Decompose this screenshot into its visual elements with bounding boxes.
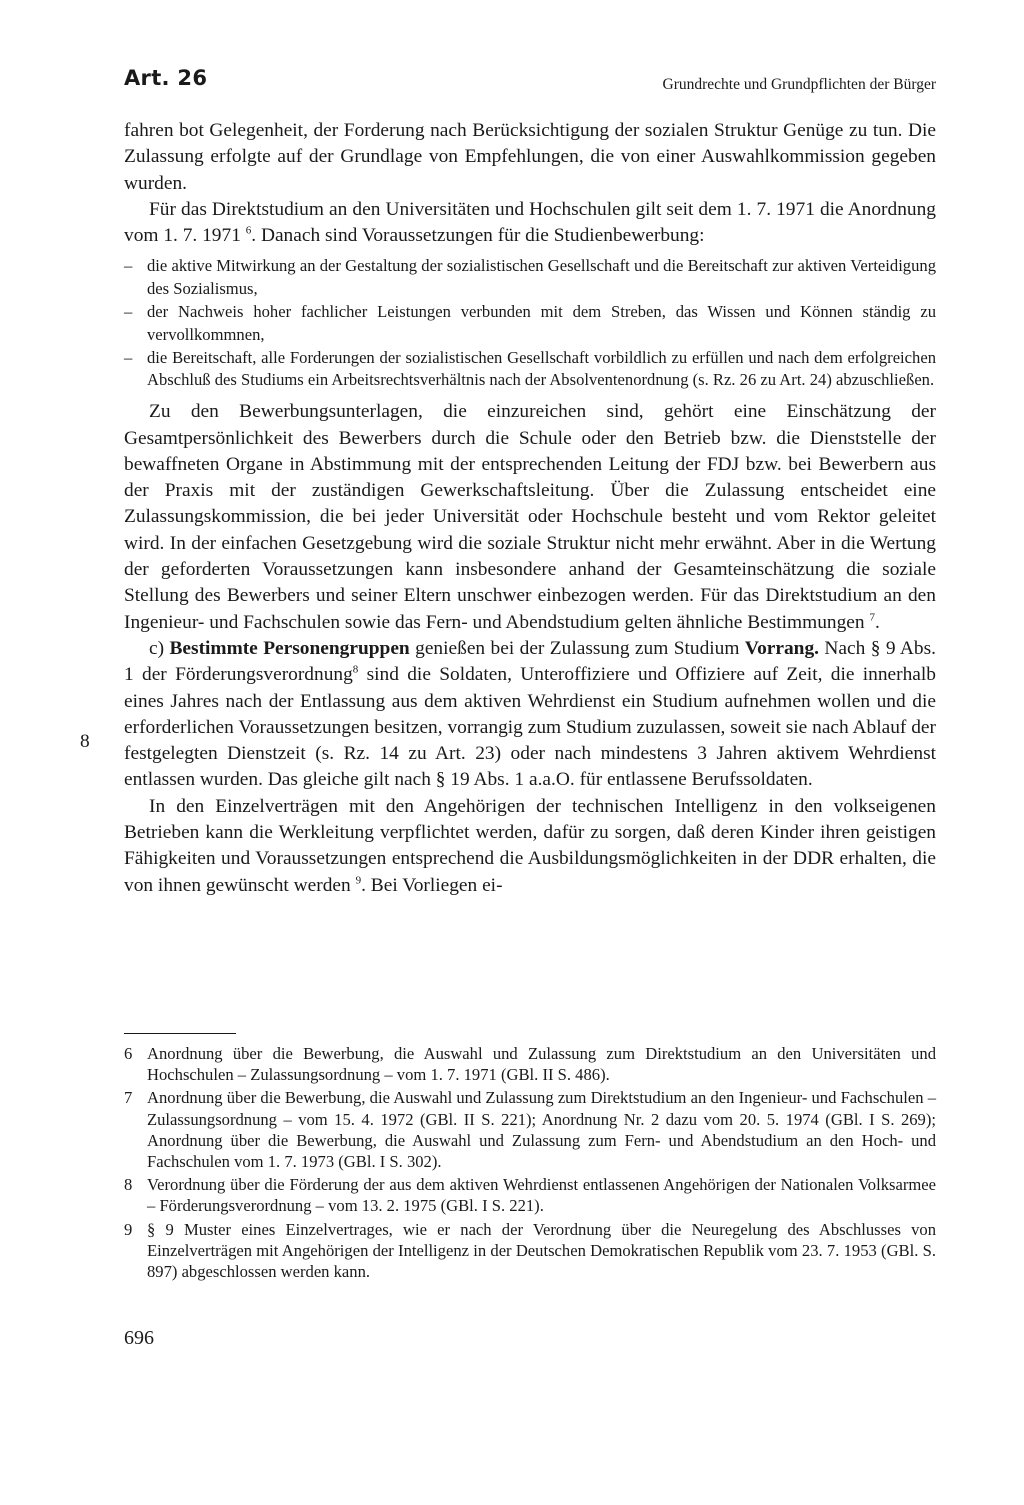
footnote-ref-6: 6: [245, 224, 252, 237]
paragraph-text: In den Einzelverträgen mit den Angehörigen der technischen Intelligenz in den volkseigenen Betrieben kann die Werkleitung verpflichtet werden, dafür zu sorgen, daß deren Kinder ihren geistigen Fähigkeiten und Voraussetzungen entsprechend die Ausbildungsmöglichkeiten in der DDR erhalten, die von ihnen gewünscht werden: [124, 795, 936, 896]
paragraph-text: Zu den Bewerbungsunterlagen, die einzureichen sind, gehört eine Einschätzung der Gesamtpersönlichkeit des Bewerbers durch die Schule oder den Betrieb bzw. die Dienststelle der bewaffneten Organe in Abstimmung mit der entsprechenden Leitung der FDJ bzw. bei Bewerbern aus der Praxis mit der zuständigen Gewerkschaftsleitung. Über die Zulassung entscheidet eine Zulassungskommission, die bei jeder Universität oder Hochschule besteht und vom Rektor geleitet wird. In der einfachen Gesetzgebung wird die soziale Struktur nicht mehr erwähnt. Aber in die Wertung der geforderten Voraussetzungen kann insbesondere anhand der Gesamteinschätzung die soziale Stellung des Bewerbers und seiner Eltern unschwer einbezogen werden. Für das Direktstudium an den Ingenieur- und Fachschulen sowie das Fern- und Abendstudium gelten ähnliche Bestimmungen: [124, 401, 936, 633]
footnotes: [124, 1043, 936, 1284]
footnote-separator: [124, 1033, 236, 1034]
paragraph-text: Nach § 9 Abs. 1 der Förderungsverordnung: [124, 637, 936, 686]
footnote-text: § 9 Muster eines Einzelvertrages, wie er nach der Verordnung über die Neuregelung des Abschlusses von Einzelverträgen mit Angehörigen der Intelligenz in der Deutschen Demokratischen Republik vom 23. 7. 1953 (GBl. S. 897) abgeschlossen werden kann.: [147, 1219, 936, 1282]
requirements-list: [124, 255, 936, 392]
body-text: [124, 118, 936, 899]
footnote-text: Anordnung über die Bewerbung, die Auswahl und Zulassung zum Direktstudium an den Universitäten und Hochschulen – Zulassungsordnung – vom 1. 7. 1971 (GBl. II S. 486).: [147, 1044, 936, 1085]
paragraph-text: sind die Soldaten, Unteroffiziere und Offiziere auf Zeit, die innerhalb eines Jahres nach der Entlassung aus dem aktiven Wehrdienst ein Studium aufnehmen wollen und die erforderlichen Voraussetzungen besitzen, vorrangig zum Studium zuzulassen, soweit sie nach Ablauf der festgelegten Dienstzeit (s. Rz. 14 zu Art. 23) oder nach mindestens 3 Jahren aktivem Wehrdienst entlassen wurden. Das gleiche gilt nach § 19 Abs. 1 a.a.O. für entlassene Berufssoldaten.: [124, 664, 937, 791]
article-label: Art. 26: [124, 66, 208, 90]
paragraph-continuation: fahren bot Gelegenheit, der Forderung nach Berücksichtigung der sozialen Struktur Genüge zu tun. Die Zulassung erfolgte auf der Grundlage von Empfehlungen, die von einer Auswahlkommission gegeben wurden.: [124, 120, 936, 194]
footnote-ref-7: 7: [869, 611, 875, 624]
page-number: 696: [124, 1327, 154, 1349]
paragraph-text: Für das Direktstudium an den Universitäten und Hochschulen gilt seit dem 1. 7. 1971 die Anordnung vom 1. 7. 1971: [124, 198, 936, 247]
footnote-number: 9: [124, 1219, 133, 1239]
list-item: – die aktive Mitwirkung an der Gestaltung der sozialistischen Gesellschaft und die Bereitschaft zur aktiven Verteidigung des Sozialismus,: [124, 255, 936, 301]
page-header: [124, 66, 936, 102]
paragraph-personengruppen: [124, 636, 936, 794]
footnote: [124, 1219, 936, 1283]
footnote-number: 8: [124, 1175, 133, 1195]
paragraph-text: . Bei Vorliegen ei-: [361, 874, 503, 896]
margin-number: 8: [80, 731, 90, 752]
paragraph-text: .: [874, 611, 880, 633]
footnote-number: 6: [124, 1044, 133, 1063]
footnote-text: Anordnung über die Bewerbung, die Auswahl und Zulassung zum Direktstudium an den Ingenieur- und Fachschulen – Zulassungsordnung – vom 15. 4. 1972 (GBl. II S. 221); Anordnung Nr. 2 dazu vom 20. 5. 1974 (GBl. I S. 269); Anordnung über die Bewerbung, die Auswahl und Zulassung zum Fern- und Abendstudium an den Hoch- und Fachschulen vom 1. 7. 1973 (GBl. I S. 302).: [147, 1088, 936, 1172]
paragraph-bewerbungsunterlagen: [124, 399, 936, 636]
footnote-text: Verordnung über die Förderung der aus dem aktiven Wehrdienst entlassenen Angehörigen der Nationalen Volksarmee – Förderungsverordnung – vom 13. 2. 1975 (GBl. I S. 221).: [147, 1175, 936, 1216]
list-item: – die Bereitschaft, alle Forderungen der sozialistischen Gesellschaft vorbildlich zu erfüllen und nach dem erfolgreichen Abschluß des Studiums ein Arbeitsrechtsverhältnis nach der Absolventenordnung (s. Rz. 26 zu Art. 24) abzuschließen.: [124, 347, 936, 393]
bold-term: Bestimmte Personengruppen: [169, 637, 410, 659]
footnote-ref-8: 8: [352, 663, 359, 676]
paragraph-text: genießen bei der Zulassung zum Studium: [409, 637, 745, 659]
paragraph-text: . Danach sind Voraussetzungen für die Studienbewerbung:: [251, 225, 705, 247]
footnote: [124, 1087, 936, 1172]
footnote-number: 7: [124, 1088, 133, 1108]
paragraph-direktstudium: [124, 197, 936, 250]
bold-term: Vorrang.: [744, 637, 820, 659]
running-head: Grundrechte und Grundpflichten der Bürger: [662, 76, 936, 93]
list-item: – der Nachweis hoher fachlicher Leistungen verbunden mit dem Streben, das Wissen und Können ständig zu vervollkommnen,: [124, 301, 936, 347]
paragraph-einzelvertraege: [124, 794, 936, 899]
footnote-ref-9: 9: [355, 874, 362, 887]
paragraph-text: c): [149, 637, 170, 659]
footnote: [124, 1043, 936, 1085]
footnote: [124, 1174, 936, 1216]
